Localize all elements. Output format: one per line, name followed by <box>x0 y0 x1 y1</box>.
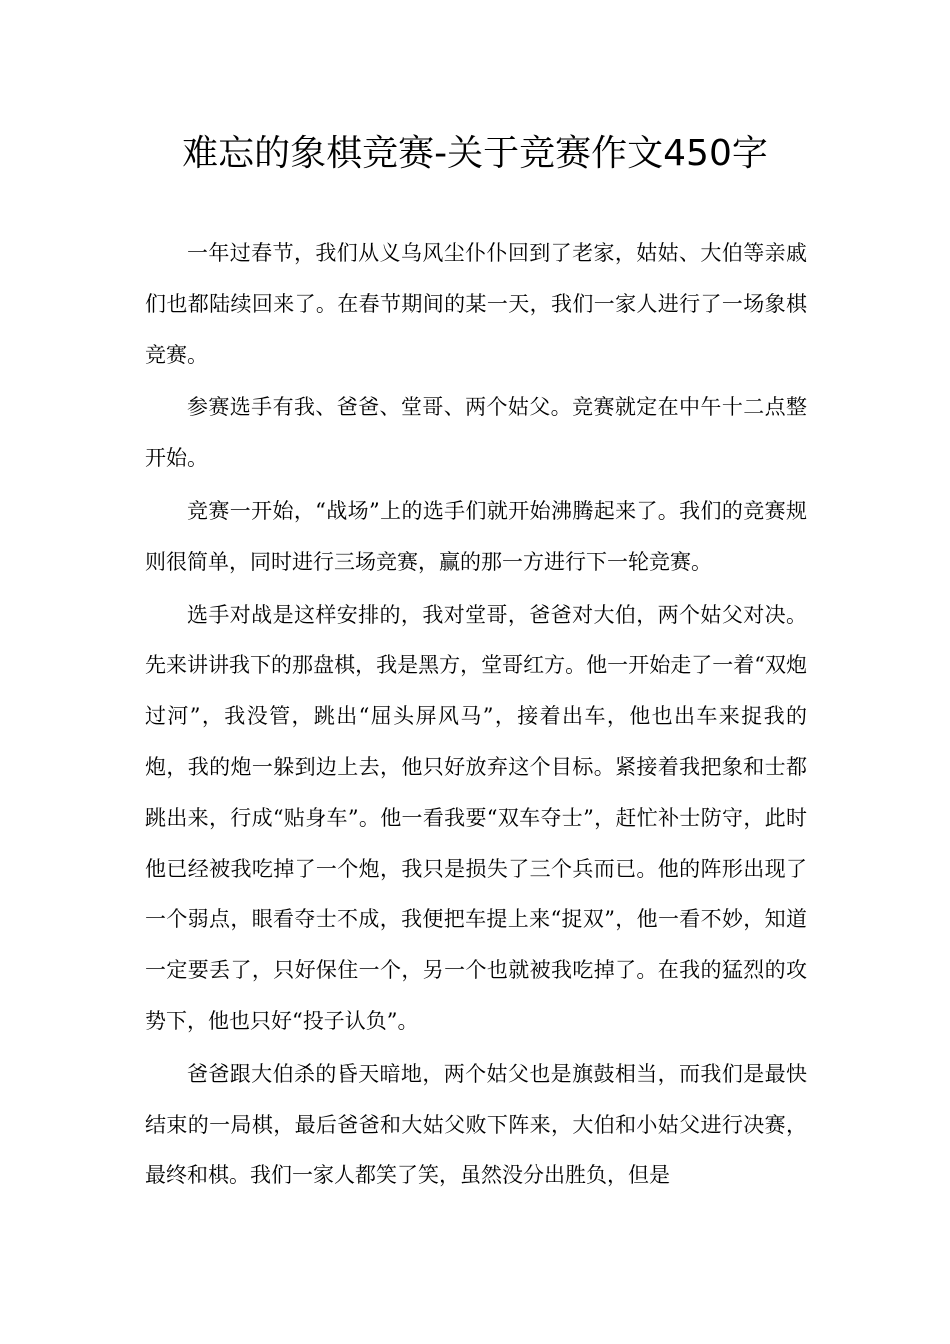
page-title: 难忘的象棋竞赛-关于竞赛作文450字 <box>182 133 768 174</box>
paragraph: 一年过春节，我们从义乌风尘仆仆回到了老家，姑姑、大伯等亲戚们也都陆续回来了。在春节期间的某一天，我们一家人进行了一场象棋竞赛。 <box>145 241 807 367</box>
paragraph: 选手对战是这样安排的，我对堂哥，爸爸对大伯，两个姑父对决。 先来讲讲我下的那盘棋，我是黑方，堂哥红方。他一开始走了一着“双炮过河”，我没管，跳出“屈头屏风马”，接着出车，他也出车来捉我的炮，我的炮一躲到边上去，他只好放弃这个目标。紧接着我把象和士都跳出来，行成“贴身车”。他一看我要“双车夺士”，赶忙补士防守，此时他已经被我吃掉了一个炮，我只是损失了三个兵而已。他的阵形出现了一个弱点，眼看夺士不成，我便把车提上来“捉双”，他一看不妙，知道一定要丢了，只好保住一个，另一个也就被我吃掉了。在我的猛烈的攻势下，他也只好“投子认负”。 <box>145 602 807 1033</box>
paragraph: 竞赛一开始，“战场”上的选手们就开始沸腾起来了。我们的竞赛规则很简单，同时进行三场竞赛，赢的那一方进行下一轮竞赛。 <box>145 498 807 574</box>
article-body <box>145 228 807 1203</box>
paragraph: 参赛选手有我、爸爸、堂哥、两个姑父。竞赛就定在中午十二点整开始。 <box>145 395 807 471</box>
paragraph: 爸爸跟大伯杀的昏天暗地，两个姑父也是旗鼓相当，而我们是最快结束的一局棋，最后爸爸和大姑父败下阵来，大伯和小姑父进行决赛，最终和棋。我们一家人都笑了笑，虽然没分出胜负，但是 <box>145 1061 807 1188</box>
